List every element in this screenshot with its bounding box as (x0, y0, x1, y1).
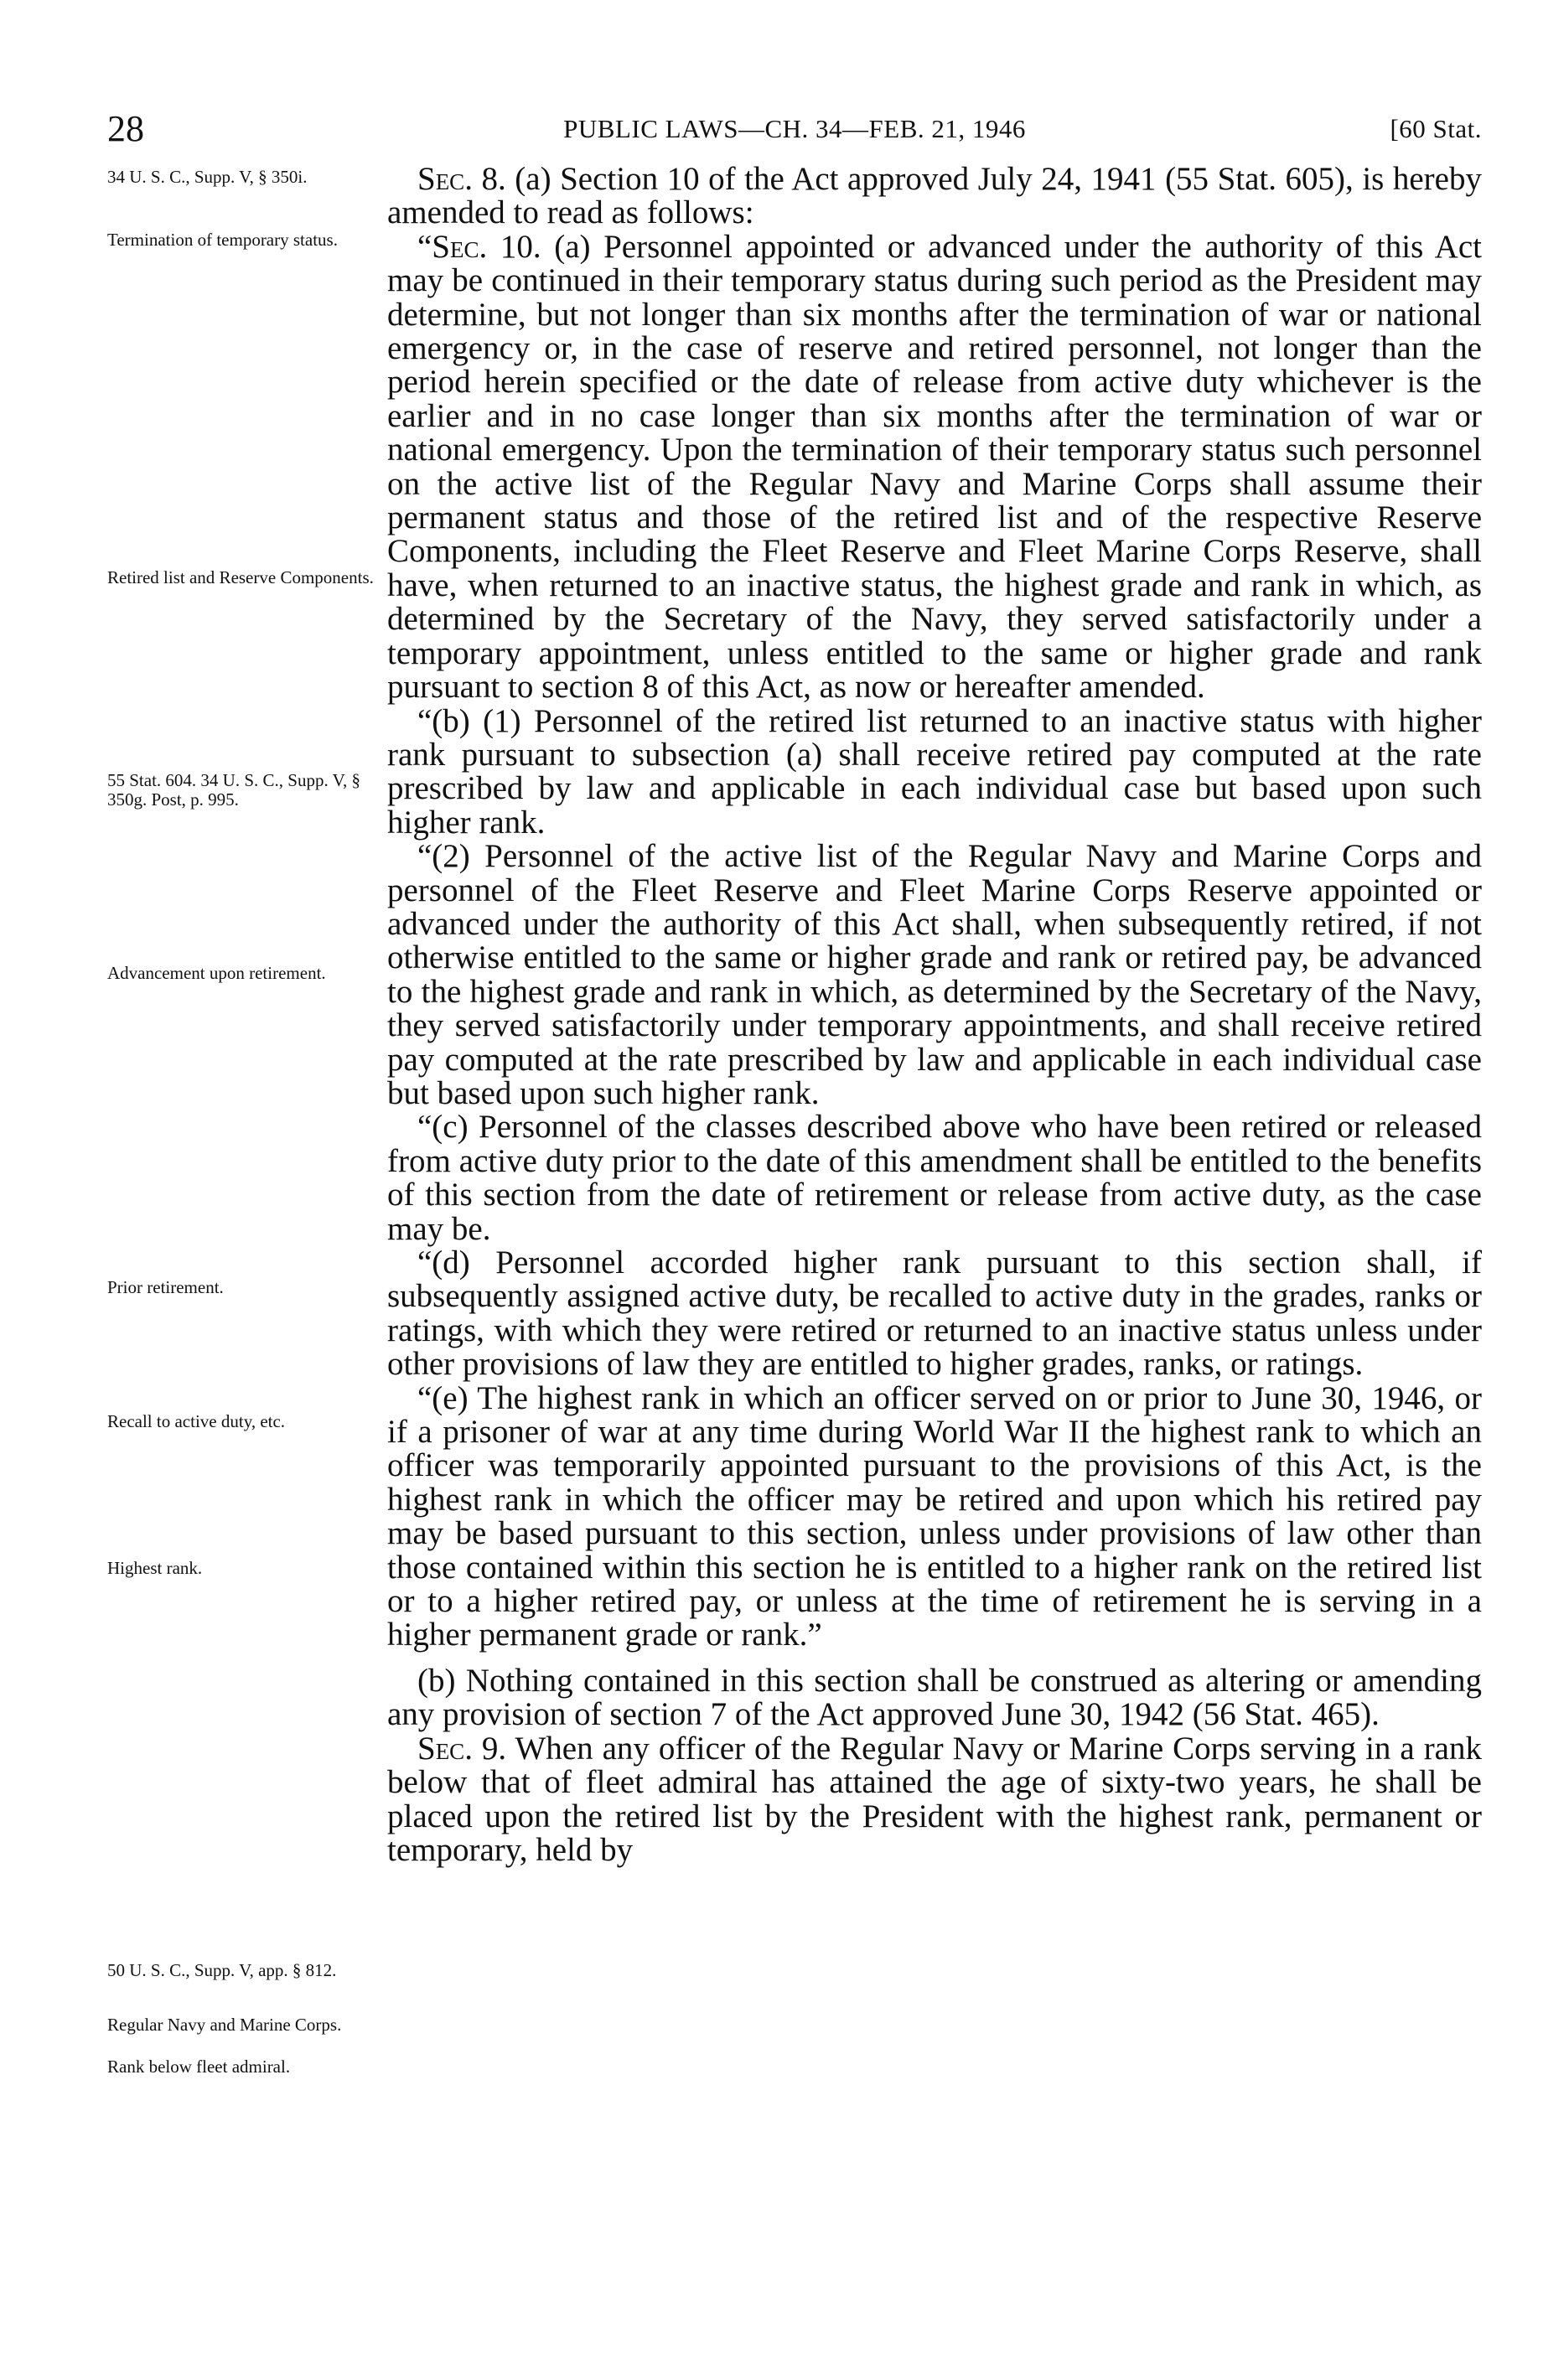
margin-note-advancement: Advancement upon retirement. (107, 963, 326, 983)
paragraph (387, 163, 1482, 230)
paragraph-text: (a) Personnel appointed or advanced under the authority of this Act may be continued in their temporary status during such period as the President may determine, but not longer than six months after the termination of war or national emergency or, in the case of reserve and retired personnel, not longer than the period herein specified or the date of release from active duty whichever is the earlier and in no case longer than six months after the termination of war or national emergency. Upon the termination of their temporary status such personnel on the active list of the Regular Navy and Marine Corps shall assume their permanent status and those of the retired list and of the respective Reserve Components, including the Fleet Reserve and Fleet Marine Corps Reserve, shall have, when returned to an inactive status, the highest grade and rank in which, as determined by the Secretary of the Navy, they served satisfactorily under a temporary appointment, unless entitled to the same or higher grade and rank pursuant to section 8 of this Act, as now or hereafter amended. (387, 228, 1482, 706)
paragraph-text: (b) Nothing contained in this section shall be construed as altering or amending any provision of section 7 of the Act approved June 30, 1942 (56 Stat. 465). (387, 1662, 1482, 1733)
paragraph (387, 702, 1482, 841)
paragraph (387, 840, 1482, 1110)
margin-note-citation: 55 Stat. 604. 34 U. S. C., Supp. V, § 350g. Post, p. 995. (107, 770, 361, 810)
margin-note-recall: Recall to active duty, etc. (107, 1411, 286, 1431)
page-number: 28 (107, 108, 144, 149)
margin-note-highest-rank: Highest rank. (107, 1558, 203, 1578)
section-heading: Sec. 8. (417, 161, 506, 197)
section-heading: Sec. 9. (417, 1730, 507, 1767)
running-title: PUBLIC LAWS—CH. 34—FEB. 21, 1946 (563, 114, 1026, 143)
paragraph (387, 1110, 1482, 1246)
paragraph (387, 1664, 1482, 1732)
margin-note-regular-navy: Regular Navy and Marine Corps. (107, 2015, 342, 2035)
paragraph-text: “(2) Personnel of the active list of the Regular Navy and Marine Corps and personnel of the Fleet Reserve and Fleet Marine Corps Reserve appointed or advanced under the authority of this Act shall, when subsequently retired, if not otherwise entitled to the same or higher grade and rank or retired pay, be advanced to the highest grade and rank in which, as determined by the Secretary of the Navy, they served satisfactorily under temporary appointments, and shall receive retired pay computed at the rate prescribed by law and applicable in each individual case but based upon such higher rank. (387, 838, 1482, 1111)
paragraph-text: (a) Section 10 of the Act approved July 24, 1941 (55 Stat. 605), is hereby amended to read as follows: (387, 161, 1482, 231)
margin-note-prior-retirement: Prior retirement. (107, 1277, 224, 1297)
paragraph (387, 230, 1482, 705)
volume-reference: [60 Stat. (1390, 114, 1482, 143)
paragraph-text: When any officer of the Regular Navy or Marine Corps serving in a rank below that of fleet admiral has attained the age of sixty-two years, he shall be placed upon the retired list by the President with the highest rank, permanent or temporary, held by (387, 1730, 1482, 1868)
margin-note-rank-below: Rank below fleet admiral. (107, 2057, 291, 2077)
margin-note-citation: 50 U. S. C., Supp. V, app. § 812. (107, 1960, 337, 1980)
paragraph (387, 1246, 1482, 1382)
paragraph-text: “(d) Personnel accorded higher rank pursuant to this section shall, if subsequently assigned active duty, be recalled to active duty in the grades, ranks or ratings, with which they were retired or returned to an inactive status unless under other provisions of law they are entitled to higher grades, ranks, or ratings. (387, 1244, 1482, 1383)
statute-text (387, 163, 1482, 1867)
paragraph-text: “(e) The highest rank in which an officer served on or prior to June 30, 1946, or if a prisoner of war at any time during World War II the highest rank to which an officer was temporarily appointed pursuant to the provisions of this Act, is the highest rank in which the officer may be retired and upon which his retired pay may be based pursuant to this section, unless under provisions of law other than those contained within this section he is entitled to a higher rank on the retired list or to a higher retired pay, or unless at the time of retirement he is serving in a higher permanent grade or rank.” (387, 1379, 1482, 1653)
paragraph (387, 1379, 1482, 1653)
margin-note-citation: 34 U. S. C., Supp. V, § 350i. (107, 167, 308, 187)
page-header (107, 107, 1482, 149)
paragraph-text: “(b) (1) Personnel of the retired list returned to an inactive status with higher rank pursuant to subsection (a) shall receive retired pay computed at the rate prescribed by law and applicable in each individual case but based upon such higher rank. (387, 702, 1482, 841)
margin-note-termination: Termination of temporary status. (107, 230, 338, 250)
section-heading: “Sec. 10. (417, 228, 541, 265)
paragraph-text: “(c) Personnel of the classes described above who have been retired or released from active duty prior to the date of this amendment shall be entitled to the benefits of this section from the date of retirement or release from active duty, as the case may be. (387, 1109, 1482, 1247)
paragraph (387, 1732, 1482, 1868)
margin-note-retired-list: Retired list and Reserve Components. (107, 567, 374, 587)
